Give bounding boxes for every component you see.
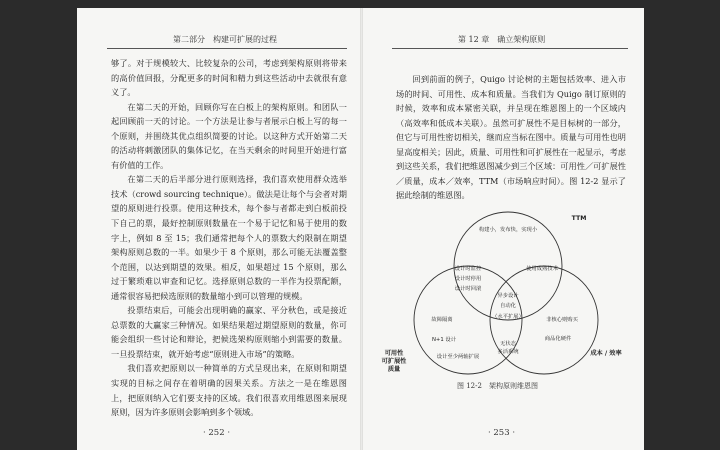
principle-center-1: 异步设计 bbox=[497, 293, 519, 299]
principle-center-2: 自动化 bbox=[500, 303, 516, 309]
left-head-rule bbox=[107, 48, 347, 49]
left-running-head: 第二部分 构建可扩展的过程 bbox=[173, 35, 277, 44]
paragraph: 投票结束后，可能会出现明确的赢家、平分秋色，或是接近总票数的大赢家三种情况。如果结果超过期望原则的数量，你可能会组织一些讨论和辩论，把候选架构原则缩小到需要的数量。一旦投票结束，就开始考虑“原则进入市场”的策略。 bbox=[111, 305, 347, 359]
right-running-head: 第 12 章 确立架构原则 bbox=[458, 35, 546, 44]
right-body-text bbox=[396, 72, 626, 203]
figure-caption: 图 12-2 架构原则维恩图 bbox=[457, 382, 538, 390]
left-page-number: · 252 · bbox=[203, 428, 231, 438]
principle-ttm-avail-2: 设计时停用 bbox=[454, 276, 482, 282]
principle-ttm-avail-1: 设计时监控 bbox=[454, 266, 482, 272]
principle-ttm-cost: 使用成熟技术 bbox=[526, 266, 558, 272]
venn-diagram bbox=[380, 198, 630, 378]
left-page bbox=[77, 8, 360, 450]
paragraph: 我们喜欢把原则以一种简单的方式呈现出来，在原则和期望实现的目标之间存在着明确的因果关系。方法之一是在维恩图上，把原则纳入它们要支持的区域。我们很喜欢用维恩图来展现原则，因为许多原则会影响到多个领域。 bbox=[111, 363, 347, 418]
left-body-text bbox=[111, 56, 347, 420]
principle-avail-only-3: 设计至少两轴扩展 bbox=[436, 354, 480, 360]
paragraph: 在第二天的开始，回顾你写在白板上的架构原则。和团队一起回顾前一天的讨论。一个方法是让参与者展示白板上写的每一个原则，并围绕其优点组织简要的讨论。以这种方式开始第二天的活动将刺激团队的集体记忆，在当天剩余的时间里开始进行富有价值的工作。 bbox=[111, 101, 347, 170]
principle-avail-only-2: N+1 设计 bbox=[431, 337, 457, 343]
paragraph: 够了。对于规模较大、比较复杂的公司，考虑到架构原则将带来的高价值回报，分配更多的时间和精力到这些活动中去就很有意义了。 bbox=[111, 58, 347, 98]
right-page-number: · 253 · bbox=[488, 428, 516, 438]
right-head-rule bbox=[392, 48, 628, 49]
principle-center-3: （水平扩展） bbox=[492, 314, 524, 320]
principle-cost-only-2: 商品化硬件 bbox=[544, 336, 572, 342]
availability-circle-label-line2: 可扩展性 bbox=[381, 358, 407, 365]
cost-circle-label: 成本 / 效率 bbox=[590, 350, 622, 357]
availability-circle-label-line1: 可用性 bbox=[384, 350, 404, 357]
principle-ttm-only: 构建小，发布快，实现小 bbox=[478, 227, 538, 233]
right-page bbox=[362, 8, 645, 450]
principle-avail-cost-1: 无状态 bbox=[500, 341, 516, 347]
ttm-circle-label: TTM bbox=[571, 215, 587, 222]
book-spread bbox=[77, 8, 644, 450]
paragraph: 在第二天的后半部分进行原则选择，我们喜欢使用群众选举技术（crowd sourcing technique）。做法是让每个与会者对期望的原则进行投票。使用这种技术，每个参与者都走到白板前投下自己的票，最好控制原则数量在一个易于记忆和易于使用的数字上，例如 8 至 15；我们通常把每个人的票数大约限制在期望架构原则总数的一半。如果少于 8 个原则，那么可能无法覆盖整个范围，以达到期望的效果。相反，如果超过 15 个原则，那么过于繁琐难以审查和记忆。选择原则总数的一半作为投票配额，通常很容易把候选原则的数量缩小到可以管理的规模。 bbox=[111, 174, 347, 301]
principle-avail-cost-2: 多活系统 bbox=[497, 349, 519, 355]
availability-circle-label-line3: 质量 bbox=[387, 366, 401, 373]
principle-cost-only-1: 非核心则购买 bbox=[546, 317, 578, 323]
principle-avail-only-1: 故障隔离 bbox=[431, 317, 453, 323]
paragraph: 回到前面的例子，Quigo 讨论树的主题包括效率、进入市场的时间、可用性、成本和质量。当我们为 Quigo 制订原则的时候，效率和成本紧密关联，并呈现在维恩图上的一个区域内（高效率和低成本关联）。虽然可扩展性不是目标树的一部分，但它与可用性密切相关，继而应当标在图中。质量与可用性也明显高度相关；因此，质量、可用性和可扩展性在一起显示，考虑到这些关系，我们把维恩图减少到三个区域：可用性／可扩展性／质量，成本／效率，TTM（市场响应时间）。图 12-2 显示了据此绘制的维恩图。 bbox=[396, 74, 626, 201]
principle-ttm-avail-3: 设计时回滚 bbox=[454, 286, 482, 292]
